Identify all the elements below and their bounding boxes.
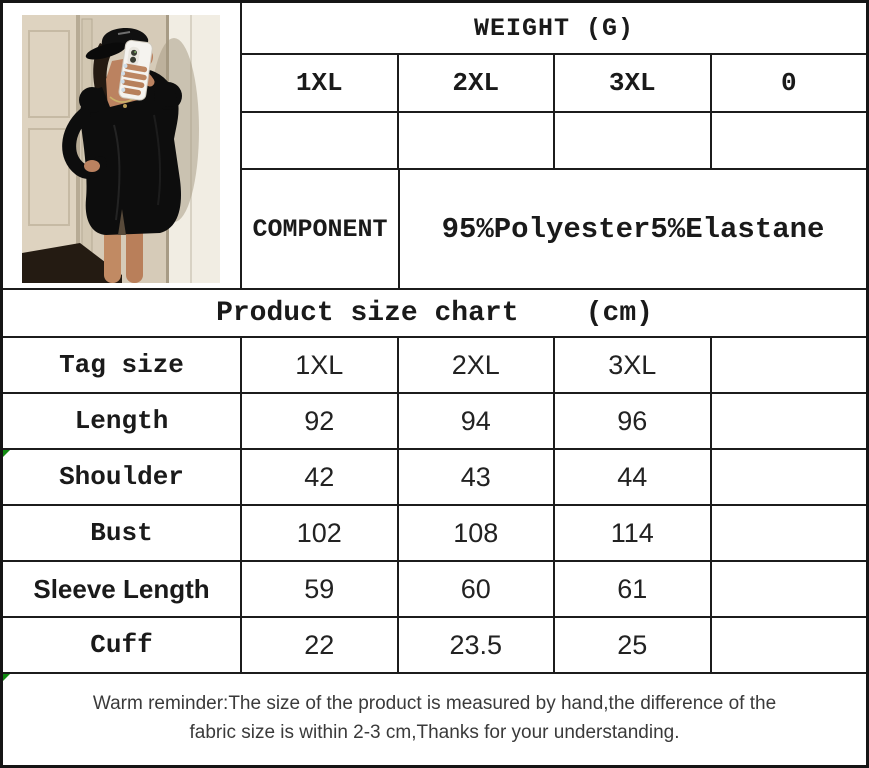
cell-value: 42: [242, 450, 399, 504]
cell-value: 108: [399, 506, 556, 560]
weight-size-1xl: 1XL: [242, 55, 399, 111]
cell-value: 102: [242, 506, 399, 560]
component-label: COMPONENT: [242, 170, 400, 288]
component-row: [242, 170, 866, 288]
cell-value: [712, 562, 867, 616]
weight-empty-row: [242, 113, 866, 170]
size-chart-title: Product size chart (cm): [216, 297, 653, 329]
component-value: 95%Polyester5%Elastane: [441, 212, 825, 246]
cell-value: 59: [242, 562, 399, 616]
weight-header-row: [242, 3, 866, 55]
weight-size-3xl: 3XL: [555, 55, 712, 111]
row-label: Sleeve Length: [3, 562, 242, 616]
cell-value: [712, 338, 867, 392]
cell-value: 25: [555, 618, 712, 672]
cell-value: 2XL: [399, 338, 556, 392]
table-row-tag-size: [3, 338, 866, 394]
table-row-shoulder: [3, 450, 866, 506]
cell-value: [712, 506, 867, 560]
cell-value: 94: [399, 394, 556, 448]
cell-value: 3XL: [555, 338, 712, 392]
weight-size-0: 0: [780, 68, 797, 98]
cell-value: 1XL: [242, 338, 399, 392]
cell-value: 22: [242, 618, 399, 672]
cell-value: [712, 450, 867, 504]
empty-cell: [555, 113, 712, 168]
row-label: Length: [3, 394, 242, 448]
empty-cell: [399, 113, 556, 168]
cell-value: 23.5: [399, 618, 556, 672]
table-row-cuff: [3, 618, 866, 674]
top-section: [3, 3, 866, 290]
row-label: Tag size: [3, 338, 242, 392]
weight-table: [242, 3, 866, 288]
row-label: [3, 450, 242, 504]
size-chart-title-row: [3, 290, 866, 338]
corner-marker-icon: [3, 450, 10, 457]
table-row-bust: [3, 506, 866, 562]
row-label: Cuff: [3, 618, 242, 672]
table-row-sleeve-length: [3, 562, 866, 618]
empty-cell: [712, 113, 867, 168]
cell-value: 61: [555, 562, 712, 616]
cell-value: 92: [242, 394, 399, 448]
cell-value: 114: [555, 506, 712, 560]
cell-value: [712, 394, 867, 448]
row-label-text: Shoulder: [59, 462, 184, 492]
cell-value: 96: [555, 394, 712, 448]
row-label: Bust: [3, 506, 242, 560]
weight-size-2xl: 2XL: [399, 55, 556, 111]
weight-sizes-row: [242, 55, 866, 113]
empty-cell: [242, 113, 399, 168]
weight-title: WEIGHT (G): [473, 13, 635, 43]
reminder-line-2: fabric size is within 2-3 cm,Thanks for your understanding.: [189, 721, 680, 743]
cell-value: 44: [555, 450, 712, 504]
reminder-line-1: Warm reminder:The size of the product is measured by hand,the difference of the: [92, 693, 777, 714]
cell-value: [712, 618, 867, 672]
table-row-length: [3, 394, 866, 450]
cell-value: 60: [399, 562, 556, 616]
product-photo-image: [22, 15, 220, 283]
cell-value: 43: [399, 450, 556, 504]
corner-marker-icon: [3, 674, 10, 681]
product-photo-cell: [3, 3, 242, 288]
warm-reminder: [3, 674, 866, 763]
